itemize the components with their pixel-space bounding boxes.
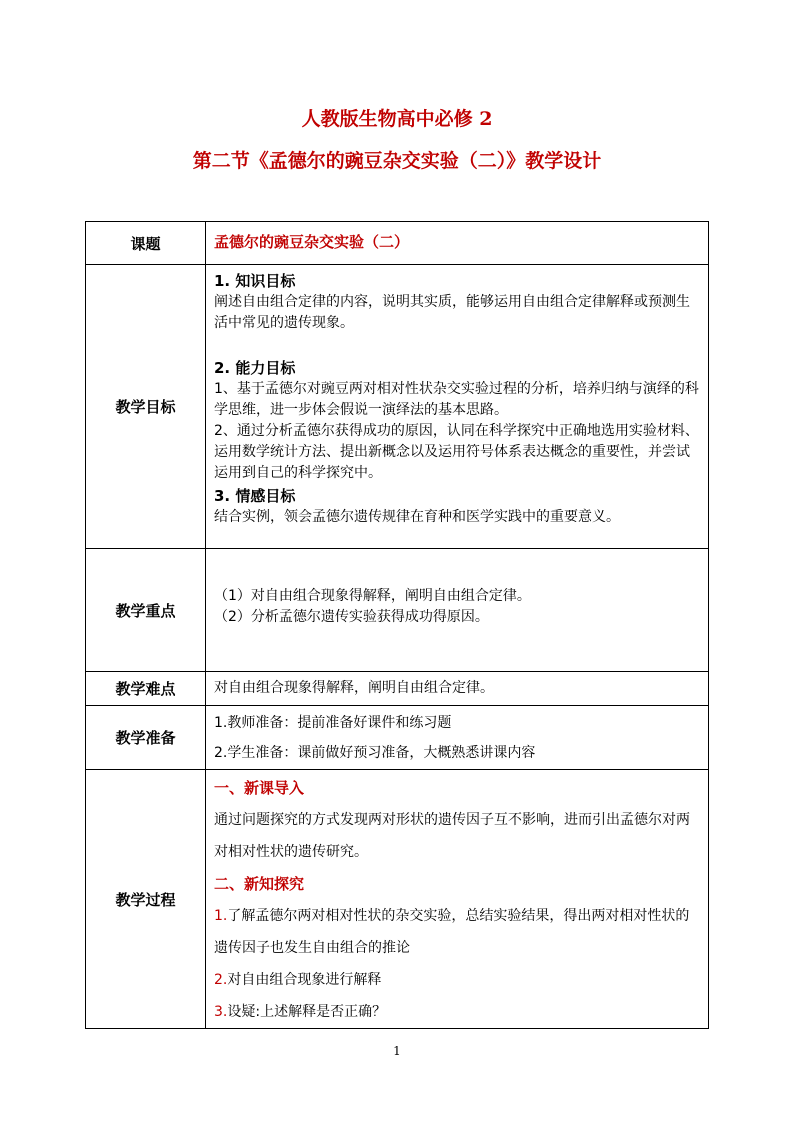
emotion-goal-title: 3. 情感目标 (214, 487, 296, 505)
page-number: 1 (393, 1044, 401, 1058)
preparation-item-2: 2.学生准备：课前做好预习准备，大概熟悉讲课内容 (214, 744, 536, 761)
preparation-label: 教学准备 (86, 706, 206, 770)
process-section-1-title: 一、新课导入 (214, 779, 305, 797)
table-row-process (86, 770, 709, 1029)
table-row-difficulty (86, 672, 709, 706)
key-point-item-1: （1）对自由组合现象得解释，阐明自由组合定律。 (214, 588, 531, 604)
process-step-2-text: 对自由组合现象进行解释 (227, 972, 382, 988)
table-row-goals (86, 265, 709, 549)
emotion-goal-text: 结合实例，领会孟德尔遗传规律在育种和医学实践中的重要意义。 (214, 509, 620, 525)
topic-label: 课题 (86, 222, 206, 265)
document-subtitle: 第二节《孟德尔的豌豆杂交实验（二）》教学设计 (192, 150, 602, 172)
process-section-1-text: 通过问题探究的方式发现两对形状的遗传因子互不影响，进而引出孟德尔对两对相对性状的遗传研究。 (214, 812, 690, 860)
difficulty-text: 对自由组合现象得解释，阐明自由组合定律。 (206, 672, 709, 706)
knowledge-goal-title: 1. 知识目标 (214, 272, 296, 290)
document-title: 人教版生物高中必修 2 (301, 108, 493, 130)
table-row-preparation (86, 706, 709, 770)
process-label: 教学过程 (86, 770, 206, 1029)
process-section-2-title: 二、新知探究 (214, 875, 305, 893)
table-row-key-points (86, 549, 709, 672)
process-step-1-text: 了解孟德尔两对相对性状的杂交实验，总结实验结果，得出两对相对性状的遗传因子也发生自由组合的推论 (214, 908, 690, 956)
process-step-3 (214, 996, 701, 1028)
process-step-2-number: 2. (214, 972, 228, 988)
key-point-item-2: （2）分析孟德尔遗传实验获得成功得原因。 (214, 609, 489, 625)
process-step-1-number: 1. (214, 908, 228, 924)
ability-goal-item-2: 2、通过分析孟德尔获得成功的原因，认同在科学探究中正确地选用实验材料、运用数学统计方法、提出新概念以及运用符号体系表达概念的重要性，并尝试运用到自己的科学探究中。 (214, 423, 699, 481)
difficulty-label: 教学难点 (86, 672, 206, 706)
key-points-label: 教学重点 (86, 549, 206, 672)
ability-goal-title: 2. 能力目标 (214, 359, 296, 377)
goals-label: 教学目标 (86, 265, 206, 549)
process-step-3-text: 设疑:上述解释是否正确？ (227, 1004, 387, 1020)
ability-goal-item-1: 1、基于孟德尔对豌豆两对相对性状杂交实验过程的分析，培养归纳与演绎的科学思维，进一步体会假说一演绎法的基本思路。 (214, 381, 699, 418)
process-step-3-number: 3. (214, 1004, 228, 1020)
lesson-plan-table (85, 221, 709, 1029)
knowledge-goal-text: 阐述自由组合定律的内容，说明其实质，能够运用自由组合定律解释或预测生活中常见的遗传现象。 (214, 294, 690, 331)
topic-value: 孟德尔的豌豆杂交实验（二） (214, 233, 410, 251)
table-row-topic (86, 222, 709, 265)
process-step-1 (214, 900, 701, 964)
preparation-item-1: 1.教师准备：提前准备好课件和练习题 (214, 714, 452, 731)
process-step-2 (214, 964, 701, 996)
